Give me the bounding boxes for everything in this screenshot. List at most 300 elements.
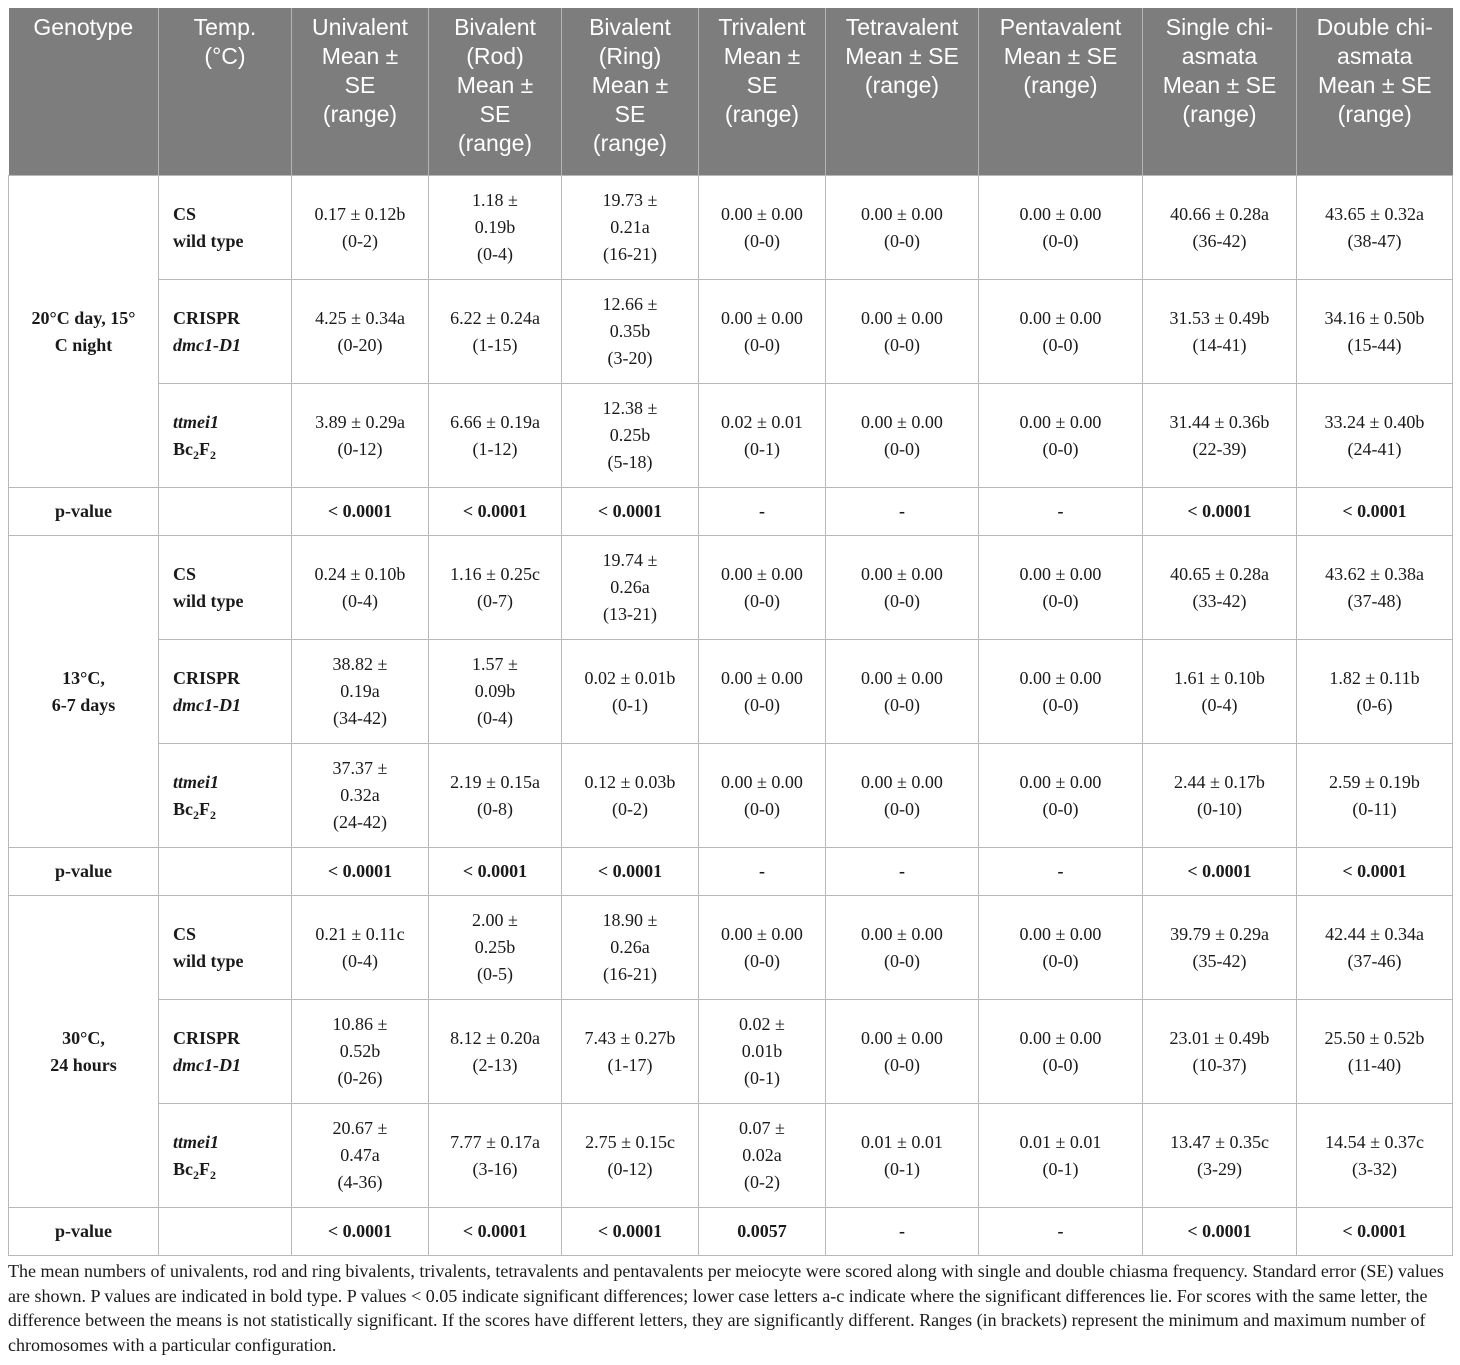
column-header	[429, 8, 562, 176]
text-line: 0.52b	[339, 1041, 381, 1061]
pvalue-cell: < 0.0001	[429, 1208, 562, 1256]
genotype-cell	[159, 1104, 292, 1208]
text-line: (0-12)	[337, 438, 383, 459]
text-line: (3-16)	[472, 1158, 518, 1179]
text-line: (16-21)	[603, 964, 657, 984]
text-line: (0-0)	[1042, 1054, 1079, 1075]
value-cell	[979, 1104, 1143, 1208]
text-line: 19.73 ±	[602, 190, 658, 210]
text-line: SE	[479, 101, 511, 127]
text-line: (0-0)	[884, 798, 920, 819]
value-cell	[1143, 384, 1297, 488]
text-line: Mean ±	[723, 43, 801, 69]
value-cell	[1297, 744, 1453, 848]
pvalue-row	[9, 1208, 1453, 1256]
text-line: (1-17)	[607, 1054, 653, 1075]
text-line: 0.00 ± 0.00	[721, 667, 803, 688]
value-cell	[1143, 280, 1297, 384]
text-line: (°C)	[204, 43, 246, 69]
text-line: (3-32)	[1352, 1158, 1397, 1179]
pvalue-cell: 0.0057	[699, 1208, 826, 1256]
text-line: (4-36)	[337, 1172, 383, 1192]
column-header	[699, 8, 826, 176]
value-cell	[979, 536, 1143, 640]
text-line: (0-0)	[744, 334, 780, 355]
value-cell	[292, 384, 429, 488]
text-line: 4.25 ± 0.34a	[315, 307, 405, 328]
text-line: Bivalent	[454, 14, 536, 40]
text-line: Mean ± SE	[845, 43, 959, 69]
value-cell	[979, 384, 1143, 488]
table-row	[9, 744, 1453, 848]
text-line: (0-0)	[884, 334, 920, 355]
text-line: 40.65 ± 0.28a	[1170, 563, 1269, 584]
value-cell	[292, 896, 429, 1000]
pvalue-cell: < 0.0001	[1297, 1208, 1453, 1256]
text-line: (24-42)	[333, 812, 387, 832]
text-line: (0-4)	[342, 590, 378, 611]
table-row	[9, 384, 1453, 488]
text-line: (10-37)	[1192, 1054, 1247, 1075]
text-line: (range)	[1023, 72, 1098, 98]
text-line: 0.17 ± 0.12b	[314, 203, 406, 224]
text-line: (37-48)	[1347, 590, 1402, 611]
text-line: 18.90 ±	[602, 910, 658, 930]
text-line: Univalent	[312, 14, 408, 40]
text-line: (0-20)	[337, 334, 383, 355]
value-cell	[429, 744, 562, 848]
value-cell	[1143, 1000, 1297, 1104]
text-line: (0-2)	[342, 230, 378, 251]
text-line: (range)	[592, 130, 668, 156]
text-line: (0-11)	[1352, 798, 1397, 819]
text-line: 0.25b	[474, 937, 516, 957]
genotype-line-2: $Bc_2F_2$	[173, 1158, 216, 1182]
text-line: (0-0)	[884, 590, 920, 611]
text-line: 0.07 ±	[739, 1118, 785, 1138]
column-header	[292, 8, 429, 176]
pvalue-cell: < 0.0001	[429, 488, 562, 536]
text-line: 7.43 ± 0.27b	[584, 1027, 676, 1048]
text-line: 40.66 ± 0.28a	[1170, 203, 1269, 224]
value-cell	[292, 176, 429, 280]
text-line: Mean ± SE	[1317, 72, 1432, 98]
genotype-cell	[159, 896, 292, 1000]
value-cell	[429, 896, 562, 1000]
value-cell	[826, 280, 979, 384]
value-cell	[979, 1000, 1143, 1104]
text-line: 0.21a	[610, 217, 650, 237]
pvalue-row	[9, 488, 1453, 536]
text-line: (16-21)	[603, 244, 657, 264]
value-cell	[979, 280, 1143, 384]
text-line: 43.65 ± 0.32a	[1325, 203, 1424, 224]
text-line: 0.26a	[610, 577, 650, 597]
text-line: 3.89 ± 0.29a	[315, 411, 405, 432]
text-line: (5-18)	[607, 452, 653, 472]
pvalue-row	[9, 848, 1453, 896]
column-header	[826, 8, 979, 176]
text-line: 0.00 ± 0.00	[1019, 923, 1102, 944]
text-line: (1-15)	[472, 334, 518, 355]
temperature-cell	[9, 536, 159, 848]
value-cell	[699, 280, 826, 384]
pvalue-cell: < 0.0001	[1297, 488, 1453, 536]
pvalue-cell: < 0.0001	[1143, 848, 1297, 896]
genotype-line-1: ttmei1	[173, 771, 219, 792]
text-line: 37.37 ±	[332, 758, 388, 778]
value-cell	[699, 1104, 826, 1208]
pvalue-cell: -	[699, 488, 826, 536]
text-line: 0.00 ± 0.00	[1019, 563, 1102, 584]
value-cell	[699, 384, 826, 488]
text-line: (0-0)	[1042, 590, 1079, 611]
value-cell	[429, 1104, 562, 1208]
text-line: 0.12 ± 0.03b	[584, 771, 676, 792]
genotype-line-1: CS	[173, 923, 197, 944]
genotype-line-1: CS	[173, 563, 197, 584]
text-line: 0.00 ± 0.00	[1019, 307, 1102, 328]
text-line: (0-0)	[1042, 950, 1079, 971]
text-line: 0.00 ± 0.00	[1019, 1027, 1102, 1048]
column-header	[1297, 8, 1453, 176]
text-line: (15-44)	[1347, 334, 1402, 355]
table-row	[9, 176, 1453, 280]
text-line: C night	[54, 334, 113, 355]
text-line: 39.79 ± 0.29a	[1170, 923, 1269, 944]
genotype-line-2: dmc1-D1	[173, 694, 241, 715]
text-line: Mean ± SE	[1162, 72, 1277, 98]
text-line: (0-0)	[1042, 798, 1079, 819]
genotype-line-2: wild type	[173, 590, 244, 611]
empty-cell	[159, 848, 292, 896]
text-line: 31.44 ± 0.36b	[1169, 411, 1270, 432]
text-line: 30°C,	[62, 1027, 105, 1048]
text-line: (Ring)	[598, 43, 662, 69]
text-line: Temp.	[193, 14, 257, 40]
pvalue-cell: -	[979, 848, 1143, 896]
text-line: (0-4)	[342, 950, 378, 971]
text-line: (1-12)	[472, 438, 518, 459]
genotype-line-1: CRISPR	[173, 667, 241, 688]
text-line: (range)	[724, 101, 800, 127]
text-line: 0.00 ± 0.00	[1019, 411, 1102, 432]
text-line: 0.47a	[340, 1145, 380, 1165]
pvalue-cell: -	[979, 1208, 1143, 1256]
genotype-line-2: $Bc_2F_2$	[173, 798, 216, 822]
text-line: 0.26a	[610, 937, 650, 957]
text-line: 1.16 ± 0.25c	[450, 563, 540, 584]
text-line: 6.22 ± 0.24a	[450, 307, 540, 328]
text-line: 13.47 ± 0.35c	[1170, 1131, 1269, 1152]
text-line: (0-5)	[477, 964, 513, 984]
text-line: (0-4)	[1201, 694, 1238, 715]
value-cell	[562, 640, 699, 744]
text-line: 42.44 ± 0.34a	[1325, 923, 1424, 944]
column-header	[562, 8, 699, 176]
text-line: (0-4)	[477, 708, 513, 728]
text-line: 43.62 ± 0.38a	[1325, 563, 1424, 584]
value-cell	[562, 280, 699, 384]
text-line: 0.01 ± 0.01	[861, 1131, 943, 1152]
text-line: 6-7 days	[51, 694, 116, 715]
text-line: 0.02 ± 0.01b	[584, 667, 676, 688]
data-table	[8, 8, 1453, 1256]
text-line: (0-0)	[884, 438, 920, 459]
text-line: 2.19 ± 0.15a	[450, 771, 540, 792]
text-line: 0.00 ± 0.00	[721, 923, 803, 944]
pvalue-cell: < 0.0001	[562, 1208, 699, 1256]
text-line: 0.32a	[340, 785, 380, 805]
column-header	[1143, 8, 1297, 176]
text-line: 0.00 ± 0.00	[861, 307, 943, 328]
text-line: (0-0)	[884, 694, 920, 715]
text-line: (0-1)	[884, 1158, 920, 1179]
text-line: 0.00 ± 0.00	[1019, 203, 1102, 224]
value-cell	[1297, 640, 1453, 744]
text-line: (13-21)	[603, 604, 657, 624]
value-cell	[1143, 536, 1297, 640]
value-cell	[699, 896, 826, 1000]
text-line: (range)	[1182, 101, 1257, 127]
text-line: 13°C,	[62, 667, 105, 688]
text-line: 0.25b	[609, 425, 651, 445]
genotype-cell	[159, 640, 292, 744]
table-row	[9, 280, 1453, 384]
text-line: 0.00 ± 0.00	[721, 203, 803, 224]
text-line: (2-13)	[472, 1054, 518, 1075]
text-line: 38.82 ±	[332, 654, 388, 674]
value-cell	[1297, 536, 1453, 640]
text-line: 0.00 ± 0.00	[861, 923, 943, 944]
genotype-line-2: dmc1-D1	[173, 1054, 241, 1075]
header-row	[9, 8, 1453, 176]
value-cell	[699, 744, 826, 848]
text-line: 7.77 ± 0.17a	[450, 1131, 540, 1152]
value-cell	[1143, 640, 1297, 744]
text-line: 14.54 ± 0.37c	[1325, 1131, 1424, 1152]
text-line: 25.50 ± 0.52b	[1324, 1027, 1425, 1048]
table-row	[9, 896, 1453, 1000]
text-line: 2.59 ± 0.19b	[1329, 771, 1420, 792]
text-line: Mean ± SE	[1003, 43, 1118, 69]
table-row	[9, 536, 1453, 640]
value-cell	[1143, 1104, 1297, 1208]
text-line: (0-12)	[607, 1158, 653, 1179]
value-cell	[826, 1104, 979, 1208]
table-body	[9, 176, 1453, 1256]
text-line: 19.74 ±	[602, 550, 658, 570]
text-line: (34-42)	[333, 708, 387, 728]
text-line: 0.00 ± 0.00	[721, 771, 803, 792]
pvalue-label: p-value	[9, 488, 159, 536]
genotype-line-2: dmc1-D1	[173, 334, 241, 355]
pvalue-cell: < 0.0001	[292, 488, 429, 536]
value-cell	[1143, 176, 1297, 280]
text-line: 0.00 ± 0.00	[861, 1027, 943, 1048]
text-line: (0-0)	[884, 230, 920, 251]
value-cell	[826, 896, 979, 1000]
value-cell	[979, 176, 1143, 280]
value-cell	[1297, 384, 1453, 488]
text-line: (0-0)	[744, 798, 780, 819]
text-line: Bivalent	[589, 14, 671, 40]
text-line: 0.35b	[609, 321, 651, 341]
text-line: 8.12 ± 0.20a	[450, 1027, 540, 1048]
text-line: SE	[746, 72, 778, 98]
value-cell	[699, 1000, 826, 1104]
value-cell	[292, 1000, 429, 1104]
genotype-cell	[159, 1000, 292, 1104]
value-cell	[429, 384, 562, 488]
text-line: 0.00 ± 0.00	[861, 667, 943, 688]
text-line: (Rod)	[466, 43, 524, 69]
value-cell	[1297, 176, 1453, 280]
value-cell	[429, 536, 562, 640]
pvalue-cell: < 0.0001	[292, 1208, 429, 1256]
text-line: (14-41)	[1192, 334, 1247, 355]
text-line: (24-41)	[1347, 438, 1402, 459]
genotype-line-2: $Bc_2F_2$	[173, 438, 216, 462]
value-cell	[826, 176, 979, 280]
pvalue-cell: < 0.0001	[562, 488, 699, 536]
text-line: 2.75 ± 0.15c	[585, 1131, 675, 1152]
genotype-cell	[159, 744, 292, 848]
text-line: (0-8)	[477, 798, 513, 819]
pvalue-cell: < 0.0001	[429, 848, 562, 896]
pvalue-cell: -	[826, 848, 979, 896]
text-line: Tetravalent	[845, 14, 959, 40]
text-line: 33.24 ± 0.40b	[1324, 411, 1425, 432]
pvalue-label: p-value	[9, 1208, 159, 1256]
value-cell	[429, 280, 562, 384]
text-line: (0-0)	[1042, 694, 1079, 715]
text-line: SE	[614, 101, 646, 127]
temperature-cell	[9, 176, 159, 488]
text-line: Mean ±	[456, 72, 534, 98]
text-line: 0.02a	[742, 1145, 782, 1165]
pvalue-cell: < 0.0001	[1143, 1208, 1297, 1256]
empty-cell	[159, 1208, 292, 1256]
text-line: SE	[344, 72, 376, 98]
text-line: 1.57 ±	[472, 654, 518, 674]
text-line: 0.19b	[474, 217, 516, 237]
pvalue-cell: -	[979, 488, 1143, 536]
value-cell	[979, 744, 1143, 848]
text-line: (3-29)	[1197, 1158, 1242, 1179]
text-line: 12.38 ±	[602, 398, 658, 418]
text-line: 0.24 ± 0.10b	[314, 563, 406, 584]
pvalue-cell: < 0.0001	[292, 848, 429, 896]
text-line: (3-20)	[607, 348, 653, 368]
text-line: 0.00 ± 0.00	[861, 203, 943, 224]
pvalue-cell: < 0.0001	[1143, 488, 1297, 536]
text-line: (0-0)	[744, 230, 780, 251]
text-line: Mean ±	[321, 43, 399, 69]
text-line: (0-1)	[612, 694, 648, 715]
value-cell	[979, 896, 1143, 1000]
genotype-line-1: CRISPR	[173, 1027, 241, 1048]
value-cell	[1143, 896, 1297, 1000]
text-line: (0-2)	[744, 1172, 780, 1192]
text-line: Mean ±	[591, 72, 669, 98]
text-line: 12.66 ±	[602, 294, 658, 314]
value-cell	[699, 640, 826, 744]
text-line: 0.00 ± 0.00	[721, 563, 803, 584]
table-row	[9, 640, 1453, 744]
value-cell	[292, 536, 429, 640]
text-line: 0.00 ± 0.00	[721, 307, 803, 328]
text-line: 0.00 ± 0.00	[861, 771, 943, 792]
pvalue-cell: -	[826, 488, 979, 536]
genotype-line-2: wild type	[173, 230, 244, 251]
text-line: (0-10)	[1197, 798, 1242, 819]
pvalue-cell: -	[826, 1208, 979, 1256]
text-line: asmata	[1337, 43, 1413, 69]
value-cell	[562, 896, 699, 1000]
pvalue-cell: < 0.0001	[1297, 848, 1453, 896]
value-cell	[562, 176, 699, 280]
text-line: (36-42)	[1192, 230, 1247, 251]
text-line: (0-0)	[744, 590, 780, 611]
genotype-cell	[159, 176, 292, 280]
value-cell	[562, 1000, 699, 1104]
table-footnote: The mean numbers of univalents, rod and ring bivalents, trivalents, tetravalents and pentavalents per meiocyte were scored along with single and double chiasma frequency. Standard error (SE) values are shown. P values are indicated in bold type. P values < 0.05 indicate significant differences; lower case letters a-c indicate where the significant differences lie. For scores with the same letter, the difference between the means is not statistically significant. If the scores have different letters, they are significantly different. Ranges (in brackets) represent the minimum and maximum number of chromosomes with a particular configuration.	[8, 1261, 1444, 1355]
value-cell	[1297, 280, 1453, 384]
genotype-line-2: wild type	[173, 950, 244, 971]
text-line: (0-0)	[744, 950, 780, 971]
value-cell	[429, 640, 562, 744]
value-cell	[292, 744, 429, 848]
text-line: 0.00 ± 0.00	[861, 411, 943, 432]
text-line: (range)	[864, 72, 940, 98]
value-cell	[1297, 896, 1453, 1000]
text-line: (35-42)	[1192, 950, 1247, 971]
value-cell	[292, 1104, 429, 1208]
text-line: (range)	[1337, 101, 1412, 127]
pvalue-label: p-value	[9, 848, 159, 896]
text-line: 0.21 ± 0.11c	[315, 923, 405, 944]
value-cell	[826, 640, 979, 744]
text-line: (33-42)	[1192, 590, 1247, 611]
text-line: (range)	[457, 130, 533, 156]
text-line: 1.82 ± 0.11b	[1329, 667, 1420, 688]
text-line: (38-47)	[1347, 230, 1402, 251]
table-row	[9, 1104, 1453, 1208]
value-cell	[562, 744, 699, 848]
text-line: (0-1)	[1042, 1158, 1079, 1179]
pvalue-cell: < 0.0001	[562, 848, 699, 896]
text-line: (0-0)	[1042, 438, 1079, 459]
temperature-cell	[9, 896, 159, 1208]
genotype-line-1: CRISPR	[173, 307, 241, 328]
table-container	[8, 8, 1452, 1357]
genotype-cell	[159, 536, 292, 640]
text-line: 10.86 ±	[332, 1014, 388, 1034]
value-cell	[826, 744, 979, 848]
text-line: 31.53 ± 0.49b	[1169, 307, 1270, 328]
text-line: Trivalent	[718, 14, 806, 40]
text-line: 23.01 ± 0.49b	[1169, 1027, 1270, 1048]
value-cell	[292, 280, 429, 384]
text-line: (0-4)	[477, 244, 513, 264]
text-line: (0-1)	[744, 438, 780, 459]
genotype-cell	[159, 384, 292, 488]
text-line: (range)	[322, 101, 398, 127]
text-line: 0.00 ± 0.00	[861, 563, 943, 584]
genotype-line-1: ttmei1	[173, 1131, 219, 1152]
text-line: 1.18 ±	[472, 190, 518, 210]
